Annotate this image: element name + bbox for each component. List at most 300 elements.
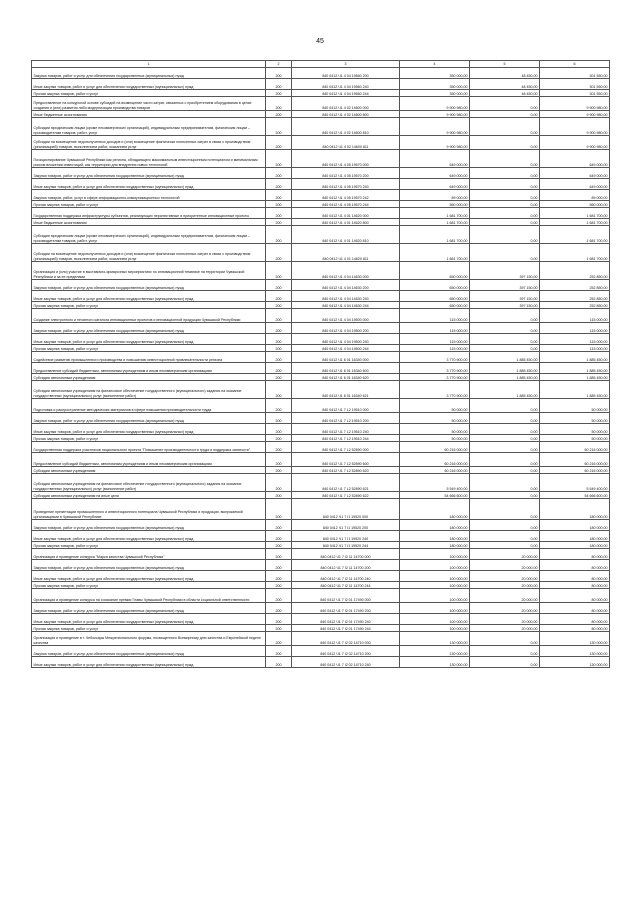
table-row: [32, 280, 610, 291]
row-kbk: 840 0412 Ч1 7 L2 19510 244: [292, 435, 400, 442]
row-code: 200: [266, 582, 292, 589]
row-name: Позиционирование Чувашской Республики как региона, обладающего максимальным инвестиционным потенциалом и минимальным риском вложения инвестиций, как территории для внедрения новых технологий: [32, 150, 266, 168]
row-amount-plan: 649 000,00: [400, 168, 470, 179]
row-name: Субсидии на возмещение недополученных доходов и (или) возмещение фактически понесенных затрат в связи с производством (реализацией) товаров, выполнением работ, оказанием услуг: [32, 244, 266, 262]
row-kbk: 840 0412 Ч1 7 L2 52890 621: [292, 474, 400, 492]
row-kbk: 840 0412 Ч1 7 L2 52890 000: [292, 442, 400, 453]
row-amount-change: 0,00: [470, 97, 540, 111]
row-kbk: 840 0412 Ч1 7 I2 02 14710 200: [292, 646, 400, 657]
row-name: Закупка товаров, работ и услуг для обеспечения государственных (муниципальных) нужд: [32, 603, 266, 614]
row-code: 200: [266, 208, 292, 219]
row-name: Закупка товаров, работ и услуг для обеспечения государственных (муниципальных) нужд: [32, 646, 266, 657]
row-amount-change: 1 885 450,00: [470, 374, 540, 381]
row-amount-plan: 50 000,00: [400, 424, 470, 435]
row-code: 200: [266, 424, 292, 435]
row-name: Иные закупки товаров, работ и услуг для обеспечения государственных (муниципальных) нужд: [32, 571, 266, 582]
table-row: [32, 190, 610, 201]
row-amount-final: 1 885 450,00: [540, 374, 610, 381]
row-amount-change: 0,00: [470, 453, 540, 467]
row-code: 200: [266, 244, 292, 262]
row-amount-plan: 100 000,00: [400, 549, 470, 560]
row-amount-change: 0,00: [470, 345, 540, 352]
table-row: [32, 657, 610, 668]
table-row: [32, 646, 610, 657]
row-kbk: 840 0412 Ч1 7 I1 19520 200: [292, 520, 400, 531]
row-amount-final: 80 000,00: [540, 560, 610, 571]
table-row: [32, 68, 610, 79]
row-code: 200: [266, 413, 292, 424]
row-code: 200: [266, 352, 292, 363]
row-amount-plan: 9 900 980,00: [400, 136, 470, 150]
row-amount-change: 0,00: [470, 646, 540, 657]
table-row: [32, 150, 610, 168]
row-code: 200: [266, 262, 292, 280]
table-row: [32, 136, 610, 150]
row-code: 200: [266, 334, 292, 345]
table-row: [32, 499, 610, 520]
row-code: 200: [266, 111, 292, 118]
row-kbk: 840 0412 Ч1 7 L2 19510 200: [292, 413, 400, 424]
table-row: [32, 381, 610, 399]
row-amount-change: 20 000,00: [470, 571, 540, 582]
row-name: Организация и проведение в г. Чебоксары Межрегионального форума, посвященного Всемирному дню качества и Европейской неделе качества: [32, 632, 266, 646]
row-code: 200: [266, 374, 292, 381]
row-amount-change: 0,00: [470, 442, 540, 453]
row-name: Организация и проведение конкурса на соискание премии Главы Чувашской Республики в области социальной ответственности: [32, 589, 266, 603]
row-name: Закупка товаров, работ и услуг для обеспечения государственных (муниципальных) нужд: [32, 168, 266, 179]
row-amount-change: 20 000,00: [470, 603, 540, 614]
row-amount-plan: 649 000,00: [400, 179, 470, 190]
table-row: [32, 208, 610, 219]
table-row: [32, 424, 610, 435]
row-kbk: 840 0412 Ч1 7 I2 01 17490 000: [292, 589, 400, 603]
row-amount-plan: 1 681 700,00: [400, 244, 470, 262]
row-code: 200: [266, 226, 292, 244]
row-amount-change: 20 000,00: [470, 560, 540, 571]
row-amount-plan: 560 000,00: [400, 201, 470, 208]
row-amount-change: 0,00: [470, 244, 540, 262]
row-amount-final: 50 000,00: [540, 435, 610, 442]
column-header-4: 4: [400, 61, 470, 68]
row-amount-final: 301 550,00: [540, 79, 610, 90]
row-amount-change: 20 000,00: [470, 582, 540, 589]
row-kbk: 840 0412 Ч1 7 I2 11 14700 000: [292, 549, 400, 560]
column-header-1: 1: [32, 61, 266, 68]
row-amount-plan: 3 770 900,00: [400, 374, 470, 381]
row-amount-change: 0,00: [470, 399, 540, 413]
row-name: Прочая закупка товаров, работ и услуг: [32, 90, 266, 97]
row-kbk: 840 0412 Ч1 6 01 16340 621: [292, 381, 400, 399]
row-amount-plan: 100 000,00: [400, 560, 470, 571]
table-row: [32, 492, 610, 499]
row-amount-change: 20 000,00: [470, 589, 540, 603]
row-code: 200: [266, 302, 292, 309]
row-amount-plan: 650 000,00: [400, 302, 470, 309]
row-kbk: 840 0412 Ч1 6 01 16340 000: [292, 352, 400, 363]
row-kbk: 840 0412 Ч1 4 04 14630 244: [292, 302, 400, 309]
row-name: Прочая закупка товаров, работ и услуг: [32, 201, 266, 208]
row-amount-plan: 60 216 000,00: [400, 453, 470, 467]
row-name: Иные бюджетные ассигнования: [32, 111, 266, 118]
row-amount-final: 115 000,00: [540, 345, 610, 352]
row-kbk: 840 0412 Ч1 7 I2 01 17490 240: [292, 614, 400, 625]
row-amount-change: 0,00: [470, 467, 540, 474]
row-kbk: 840 0412 Ч1 4 04 19560 200: [292, 68, 400, 79]
row-amount-final: 560 000,00: [540, 201, 610, 208]
row-amount-change: 0,00: [470, 179, 540, 190]
row-amount-change: 1 885 450,00: [470, 352, 540, 363]
row-kbk: 840 0412 Ч1 4 04 14630 200: [292, 280, 400, 291]
row-code: 200: [266, 68, 292, 79]
row-kbk: 840 0412 Ч1 4 01 14620 000: [292, 208, 400, 219]
table-row: [32, 399, 610, 413]
row-amount-final: 1 681 700,00: [540, 219, 610, 226]
table-row: [32, 632, 610, 646]
row-amount-final: 1 681 700,00: [540, 208, 610, 219]
row-amount-final: 180 000,00: [540, 499, 610, 520]
row-name: Прочая закупка товаров, работ и услуг: [32, 542, 266, 549]
row-kbk: 840 0412 Ч1 7 I2 01 17490 244: [292, 625, 400, 632]
row-amount-plan: 115 000,00: [400, 323, 470, 334]
row-kbk: 840 0412 Ч1 4 04 19500 244: [292, 345, 400, 352]
row-code: 200: [266, 520, 292, 531]
table-row: [32, 291, 610, 302]
row-amount-plan: 115 000,00: [400, 345, 470, 352]
row-amount-final: 9 900 980,00: [540, 97, 610, 111]
table-row: [32, 179, 610, 190]
row-amount-change: 0,00: [470, 334, 540, 345]
table-row: [32, 467, 610, 474]
table-row: [32, 302, 610, 309]
row-name: Иные закупки товаров, работ и услуг для обеспечения государственных (муниципальных) нужд: [32, 531, 266, 542]
row-amount-plan: 3 770 900,00: [400, 381, 470, 399]
row-amount-final: 1 885 450,00: [540, 352, 610, 363]
row-amount-change: 0,00: [470, 168, 540, 179]
row-amount-change: 0,00: [470, 226, 540, 244]
table-row: [32, 614, 610, 625]
row-amount-plan: 650 000,00: [400, 291, 470, 302]
row-amount-change: 0,00: [470, 657, 540, 668]
row-code: 200: [266, 136, 292, 150]
row-name: Предоставление на конкурсной основе субсидий на возмещение части затрат, связанных с приобретением оборудования в целях создания и (или) развития либо модернизации производства товаров: [32, 97, 266, 111]
row-amount-plan: 1 681 700,00: [400, 226, 470, 244]
row-name: Субсидии юридическим лицам (кроме некоммерческих организаций), индивидуальным предпринимателям, физическим лицам – производителям товаров, работ, услуг: [32, 118, 266, 136]
row-amount-plan: 180 000,00: [400, 531, 470, 542]
table-row: [32, 413, 610, 424]
row-kbk: 840 0412 Ч1 7 I1 19520 000: [292, 499, 400, 520]
row-kbk: 840 0412 Ч1 4 05 19570 244: [292, 201, 400, 208]
row-amount-final: 115 000,00: [540, 334, 610, 345]
row-name: Государственная поддержка инфраструктуры субъектов, реализующих перспективные и приоритетные инновационные проекты: [32, 208, 266, 219]
row-amount-final: 252 850,00: [540, 262, 610, 280]
row-code: 200: [266, 323, 292, 334]
row-amount-plan: 180 000,00: [400, 499, 470, 520]
row-code: 200: [266, 219, 292, 226]
row-code: 200: [266, 542, 292, 549]
table-header-row: [32, 61, 610, 68]
row-amount-change: 0,00: [470, 190, 540, 201]
row-code: 200: [266, 453, 292, 467]
row-name: Прочая закупка товаров, работ и услуг: [32, 625, 266, 632]
row-amount-plan: 89 000,00: [400, 190, 470, 201]
row-amount-change: 20 000,00: [470, 625, 540, 632]
row-amount-change: 20 000,00: [470, 614, 540, 625]
table-row: [32, 244, 610, 262]
row-code: 200: [266, 280, 292, 291]
row-code: 200: [266, 632, 292, 646]
page-number: 45: [316, 38, 324, 45]
row-amount-change: 1 885 450,00: [470, 381, 540, 399]
row-amount-final: 1 681 700,00: [540, 226, 610, 244]
row-name: Иные закупки товаров, работ и услуг для обеспечения государственных (муниципальных) нужд: [32, 334, 266, 345]
row-kbk: 840 0412 Ч1 4 04 19500 000: [292, 309, 400, 323]
row-amount-plan: 115 000,00: [400, 334, 470, 345]
table-row: [32, 531, 610, 542]
row-amount-plan: 3 770 900,00: [400, 352, 470, 363]
row-name: Субсидии автономным учреждениям на иные цели: [32, 492, 266, 499]
row-amount-final: 301 550,00: [540, 90, 610, 97]
row-amount-change: 0,00: [470, 531, 540, 542]
row-amount-plan: 50 000,00: [400, 435, 470, 442]
row-name: Организация и проведение конкурса "Марка качества Чувашской Республики": [32, 549, 266, 560]
table-row: [32, 582, 610, 589]
row-amount-change: 0,00: [470, 520, 540, 531]
row-name: Прочая закупка товаров, работ и услуг: [32, 582, 266, 589]
row-amount-plan: 130 000,00: [400, 632, 470, 646]
row-amount-final: 80 000,00: [540, 571, 610, 582]
row-code: 200: [266, 614, 292, 625]
row-amount-plan: 1 681 700,00: [400, 219, 470, 226]
row-amount-plan: 50 000,00: [400, 413, 470, 424]
row-kbk: 840 0412 Ч1 4 04 19500 200: [292, 323, 400, 334]
row-kbk: 840 0412 Ч1 4 05 19570 000: [292, 150, 400, 168]
row-name: Закупка товаров, работ и услуг для обеспечения государственных (муниципальных) нужд: [32, 520, 266, 531]
table-row: [32, 309, 610, 323]
row-amount-final: 50 000,00: [540, 399, 610, 413]
row-amount-change: 397 150,00: [470, 280, 540, 291]
row-amount-change: 0,00: [470, 435, 540, 442]
row-code: 200: [266, 474, 292, 492]
row-amount-plan: 100 000,00: [400, 614, 470, 625]
row-code: 200: [266, 435, 292, 442]
row-amount-change: 0,00: [470, 136, 540, 150]
row-amount-final: 180 000,00: [540, 520, 610, 531]
row-amount-change: 0,00: [470, 208, 540, 219]
table-row: [32, 542, 610, 549]
table-body: [32, 68, 610, 668]
row-amount-final: 80 000,00: [540, 614, 610, 625]
row-code: 200: [266, 345, 292, 352]
row-amount-plan: 350 000,00: [400, 79, 470, 90]
row-amount-final: 649 000,00: [540, 150, 610, 168]
row-amount-final: 54 666 600,00: [540, 492, 610, 499]
row-kbk: 840 0412 Ч1 7 L2 52890 620: [292, 467, 400, 474]
row-name: Иные закупки товаров, работ и услуг для обеспечения государственных (муниципальных) нужд: [32, 614, 266, 625]
table-row: [32, 474, 610, 492]
row-kbk: 840 0412 Ч1 7 I2 02 14710 240: [292, 657, 400, 668]
row-code: 200: [266, 560, 292, 571]
row-amount-final: 60 216 000,00: [540, 453, 610, 467]
table-row: [32, 226, 610, 244]
row-kbk: 840 0412 Ч1 7 I2 11 14700 244: [292, 582, 400, 589]
row-name: Предоставление субсидий бюджетным, автономным учреждениям и иным некоммерческим организациям: [32, 363, 266, 374]
row-amount-final: 9 900 980,00: [540, 118, 610, 136]
row-amount-final: 80 000,00: [540, 625, 610, 632]
row-name: Прочая закупка товаров, работ и услуг: [32, 345, 266, 352]
row-name: Субсидии автономным учреждениям: [32, 467, 266, 474]
row-amount-plan: 54 666 600,00: [400, 492, 470, 499]
row-amount-final: 9 900 980,00: [540, 136, 610, 150]
row-amount-final: 130 000,00: [540, 646, 610, 657]
row-kbk: 840 0412 Ч1 4 05 19570 240: [292, 179, 400, 190]
row-kbk: 840 0412 Ч1 7 I2 01 17490 200: [292, 603, 400, 614]
row-amount-change: 397 150,00: [470, 262, 540, 280]
row-amount-final: 1 681 700,00: [540, 244, 610, 262]
row-amount-final: 180 000,00: [540, 531, 610, 542]
row-amount-final: 9 900 980,00: [540, 111, 610, 118]
row-amount-change: 0,00: [470, 150, 540, 168]
row-name: Субсидии на возмещение недополученных доходов и (или) возмещение фактически понесенных затрат в связи с производством (реализацией) товаров, выполнением работ, оказанием услуг: [32, 136, 266, 150]
row-amount-final: 130 000,00: [540, 632, 610, 646]
row-kbk: 840 0412 Ч1 7 I1 19520 244: [292, 542, 400, 549]
table-row: [32, 90, 610, 97]
row-amount-final: 89 000,00: [540, 190, 610, 201]
row-amount-final: 649 000,00: [540, 179, 610, 190]
row-name: Государственная поддержка участников национального проекта "Повышение производительности труда и поддержка занятости": [32, 442, 266, 453]
row-code: 200: [266, 179, 292, 190]
row-name: Организация и (или) участие в выставочно-ярмарочных мероприятиях по инновационной тематике на территории Чувашской Республики и за ее пределами: [32, 262, 266, 280]
row-kbk: 840 0412 Ч1 4 01 14620 800: [292, 219, 400, 226]
row-amount-plan: 9 900 980,00: [400, 118, 470, 136]
table-row: [32, 111, 610, 118]
row-amount-change: 48 450,00: [470, 68, 540, 79]
row-amount-change: 0,00: [470, 492, 540, 499]
table-row: [32, 323, 610, 334]
row-amount-plan: 5 549 400,00: [400, 474, 470, 492]
row-code: 200: [266, 467, 292, 474]
row-amount-change: 0,00: [470, 499, 540, 520]
row-code: 200: [266, 291, 292, 302]
row-kbk: 840 0412 Ч1 4 02 14600 800: [292, 111, 400, 118]
row-name: Предоставление субсидий бюджетным, автономным учреждениям и иным некоммерческим организациям: [32, 453, 266, 467]
row-kbk: 840 0412 Ч1 4 04 19560 244: [292, 90, 400, 97]
row-amount-plan: 650 000,00: [400, 262, 470, 280]
table-row: [32, 374, 610, 381]
row-code: 200: [266, 97, 292, 111]
row-code: 200: [266, 90, 292, 97]
row-name: Проведение презентации промышленного и инвестиционного потенциала Чувашской Республики и продукции, выпускаемой организациями в Чувашской Республике: [32, 499, 266, 520]
row-name: Закупка товаров, работ и услуг для обеспечения государственных (муниципальных) нужд: [32, 560, 266, 571]
table-row: [32, 589, 610, 603]
row-name: Иные закупки товаров, работ и услуг для обеспечения государственных (муниципальных) нужд: [32, 657, 266, 668]
row-amount-change: 0,00: [470, 424, 540, 435]
row-code: 200: [266, 79, 292, 90]
row-amount-change: 0,00: [470, 201, 540, 208]
table-row: [32, 219, 610, 226]
row-amount-final: 5 549 400,00: [540, 474, 610, 492]
row-kbk: 840 0412 Ч1 7 I1 19520 240: [292, 531, 400, 542]
row-amount-change: 0,00: [470, 219, 540, 226]
row-kbk: 840 0412 Ч1 4 04 14630 240: [292, 291, 400, 302]
row-amount-change: 48 450,00: [470, 79, 540, 90]
column-header-3: 3: [292, 61, 400, 68]
row-amount-final: 252 850,00: [540, 280, 610, 291]
budget-table: [31, 60, 610, 668]
row-amount-change: 0,00: [470, 111, 540, 118]
row-amount-change: 0,00: [470, 632, 540, 646]
row-amount-final: 252 850,00: [540, 302, 610, 309]
row-amount-final: 130 000,00: [540, 657, 610, 668]
row-code: 200: [266, 309, 292, 323]
row-kbk: 840 0412 Ч1 4 05 19570 200: [292, 168, 400, 179]
row-kbk: 840 0412 Ч1 4 04 14630 000: [292, 262, 400, 280]
row-kbk: 840 0412 Ч1 4 01 14620 811: [292, 244, 400, 262]
row-kbk: 840 0412 Ч1 7 L2 52890 600: [292, 453, 400, 467]
row-code: 200: [266, 190, 292, 201]
row-amount-change: 397 150,00: [470, 291, 540, 302]
row-kbk: 840 0412 Ч1 7 L2 19510 240: [292, 424, 400, 435]
row-amount-final: 60 216 000,00: [540, 467, 610, 474]
row-code: 200: [266, 442, 292, 453]
row-amount-plan: 350 000,00: [400, 68, 470, 79]
table-row: [32, 560, 610, 571]
row-code: 200: [266, 150, 292, 168]
row-amount-plan: 650 000,00: [400, 280, 470, 291]
row-amount-change: 0,00: [470, 542, 540, 549]
row-name: Субсидии автономным учреждениям на финансовое обеспечение государственного (муниципального) задания на оказание государственных (муниципальных) услуг (выполнение работ): [32, 474, 266, 492]
table-row: [32, 97, 610, 111]
row-amount-final: 50 000,00: [540, 413, 610, 424]
row-amount-final: 80 000,00: [540, 582, 610, 589]
row-code: 200: [266, 603, 292, 614]
column-header-2: 2: [266, 61, 292, 68]
row-amount-plan: 9 900 980,00: [400, 111, 470, 118]
row-amount-change: 397 150,00: [470, 302, 540, 309]
row-amount-final: 115 000,00: [540, 323, 610, 334]
row-name: Закупка товаров, работ и услуг для обеспечения государственных (муниципальных) нужд: [32, 280, 266, 291]
table-row: [32, 520, 610, 531]
row-kbk: 840 0412 Ч1 6 01 16340 620: [292, 374, 400, 381]
table-row: [32, 435, 610, 442]
row-name: Создание электронного и печатного каталога инновационных проектов и инновационной продукции Чувашской Республики: [32, 309, 266, 323]
row-kbk: 840 0412 Ч1 4 01 14620 810: [292, 226, 400, 244]
row-kbk: 840 0412 Ч1 7 I2 02 14710 000: [292, 632, 400, 646]
row-name: Закупка товаров, работ и услуг для обеспечения государственных (муниципальных) нужд: [32, 323, 266, 334]
row-amount-final: 180 000,00: [540, 542, 610, 549]
column-header-6: 6: [540, 61, 610, 68]
row-code: 200: [266, 589, 292, 603]
row-amount-change: 0,00: [470, 309, 540, 323]
row-amount-final: 80 000,00: [540, 549, 610, 560]
table-row: [32, 352, 610, 363]
table-row: [32, 363, 610, 374]
row-amount-change: 48 450,00: [470, 90, 540, 97]
table-row: [32, 118, 610, 136]
row-kbk: 840 0412 Ч1 4 02 14600 810: [292, 118, 400, 136]
row-name: Прочая закупка товаров, работ и услуг: [32, 435, 266, 442]
row-name: Иные закупки товаров, работ и услуг для обеспечения государственных (муниципальных) нужд: [32, 424, 266, 435]
row-code: 200: [266, 381, 292, 399]
row-amount-plan: 350 000,00: [400, 90, 470, 97]
row-amount-plan: 50 000,00: [400, 399, 470, 413]
row-code: 200: [266, 657, 292, 668]
row-amount-plan: 100 000,00: [400, 589, 470, 603]
row-kbk: 840 0412 Ч1 6 01 16340 600: [292, 363, 400, 374]
table-row: [32, 79, 610, 90]
row-code: 200: [266, 492, 292, 499]
row-amount-final: 80 000,00: [540, 589, 610, 603]
row-amount-plan: 649 000,00: [400, 150, 470, 168]
